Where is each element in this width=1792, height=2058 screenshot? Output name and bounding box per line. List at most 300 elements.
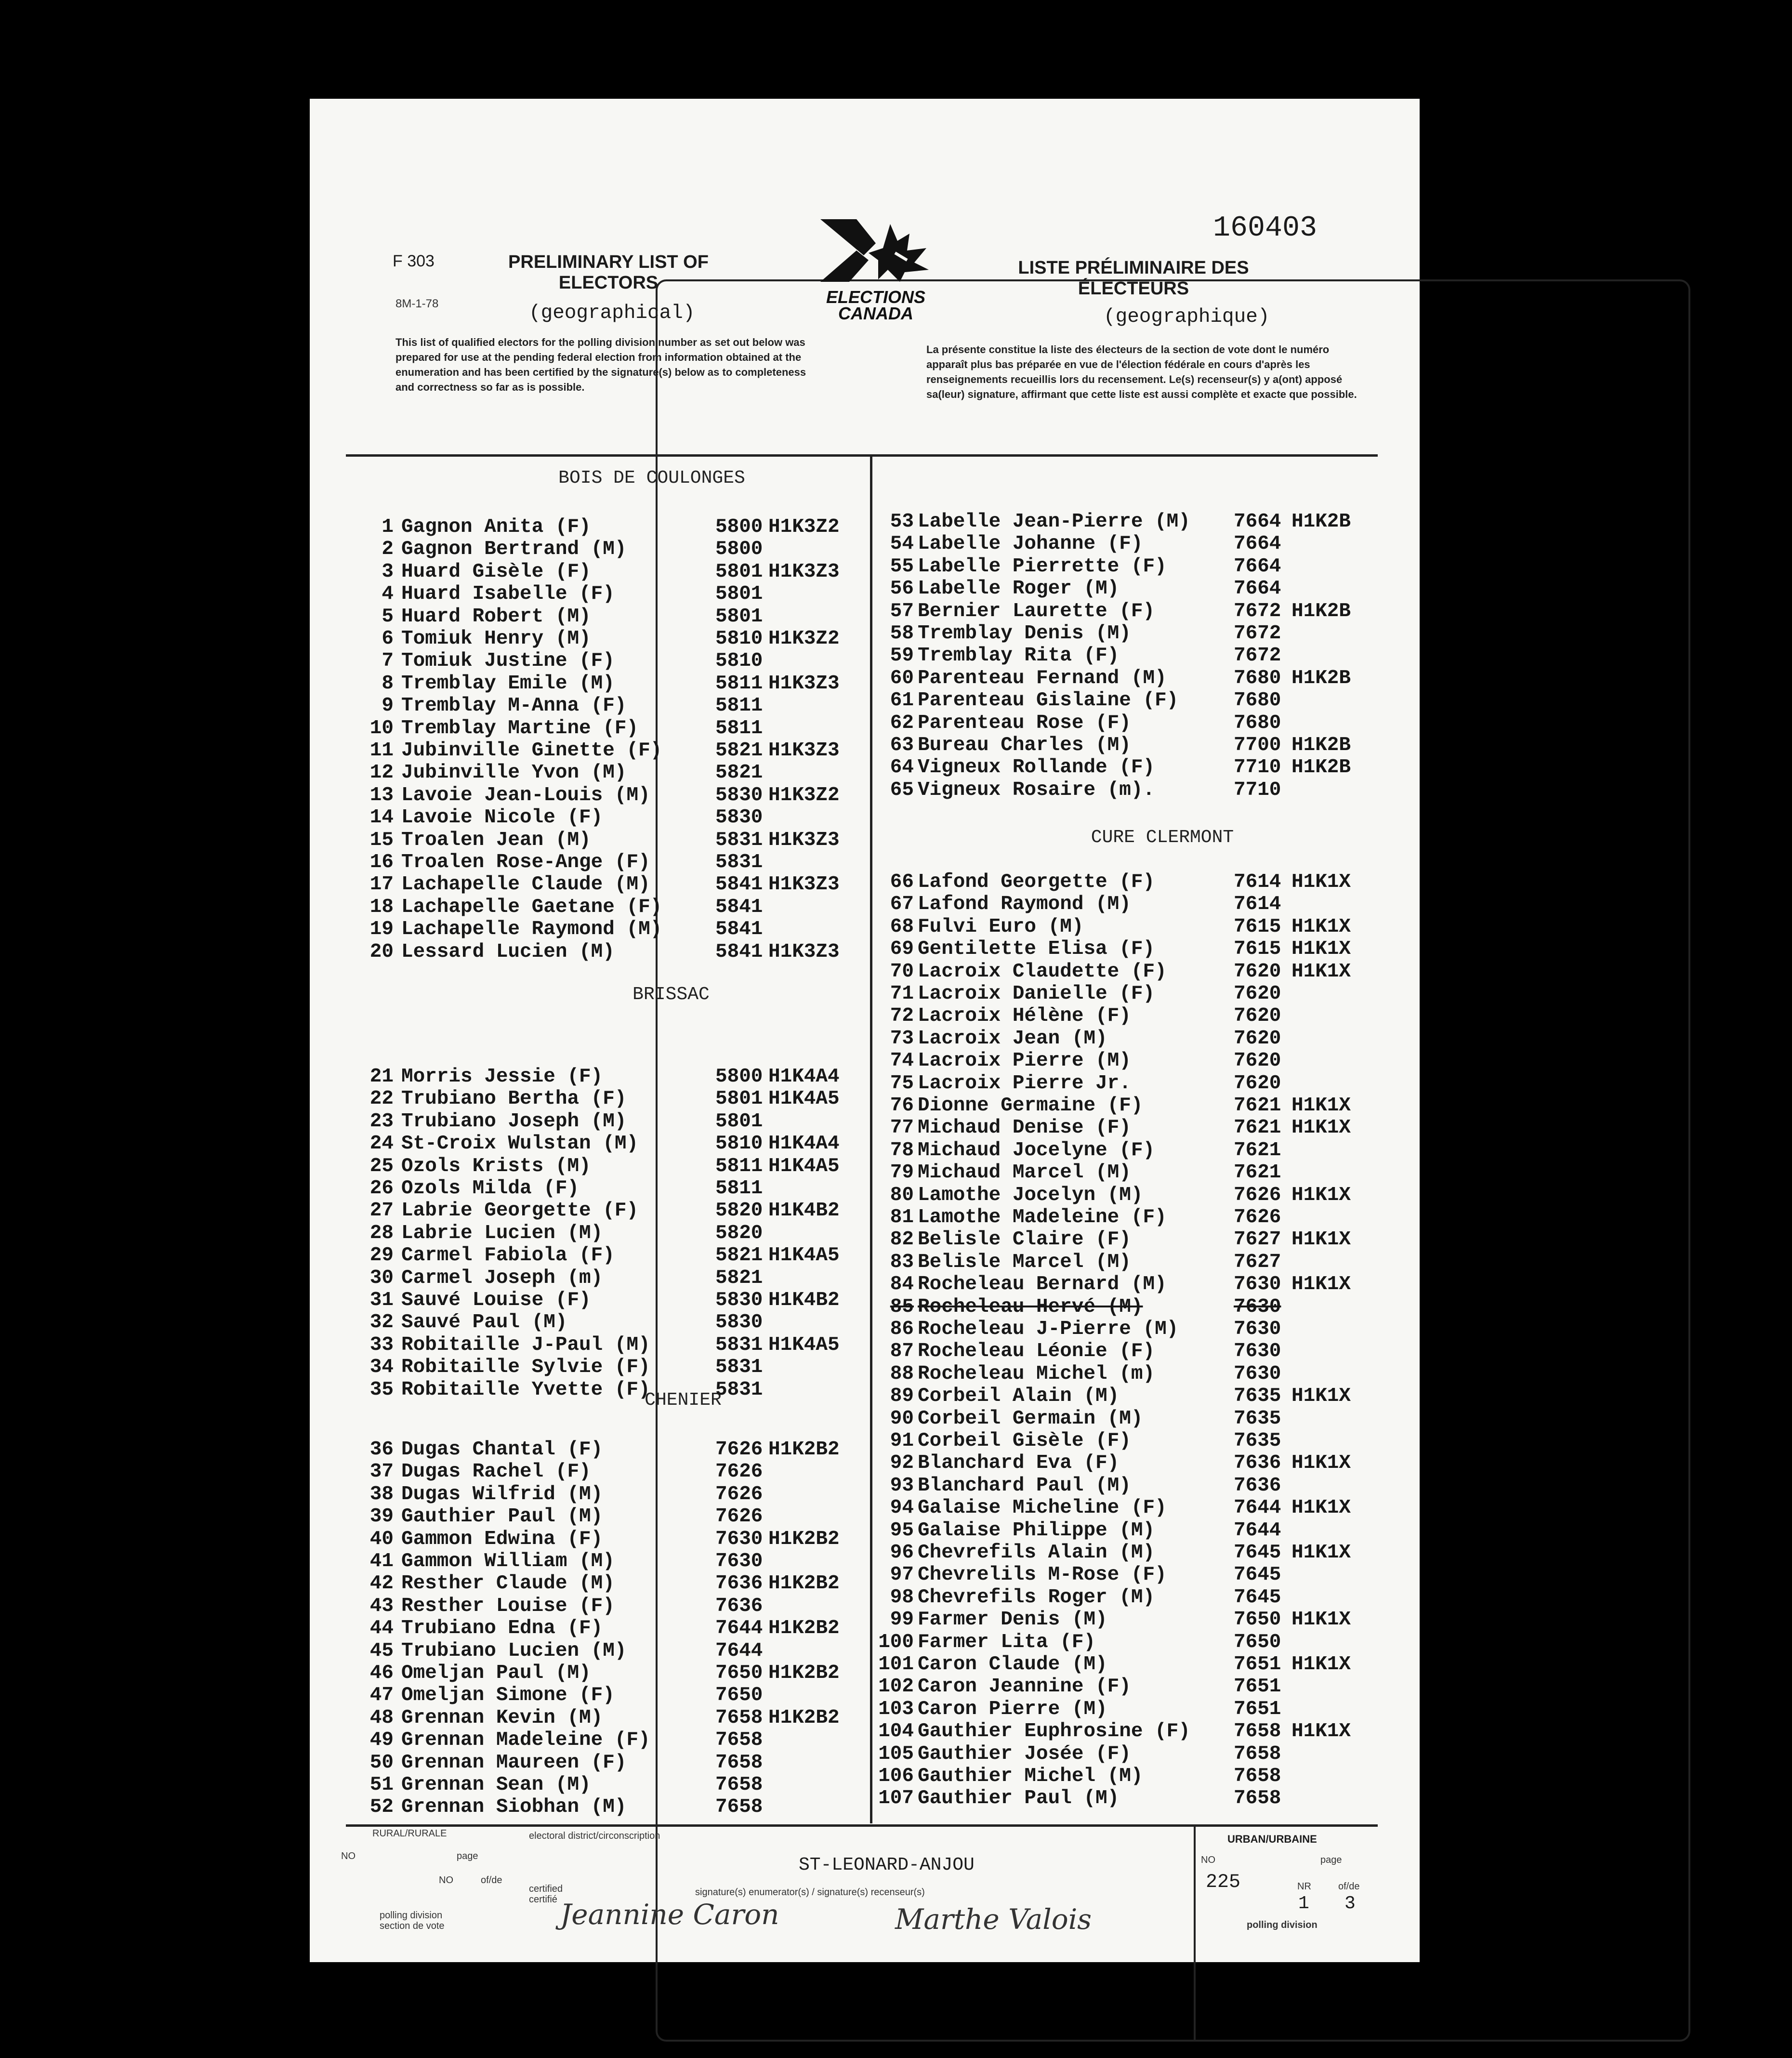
maple-leaf-x-icon: [811, 214, 941, 287]
elector-no: 46: [369, 1662, 394, 1684]
elector-name: Tremblay Martine (F): [401, 717, 639, 739]
elector-postal: H1K1X: [1291, 1385, 1351, 1408]
elector-no: 47: [369, 1684, 394, 1707]
elector-name: Lachapelle Gaetane (F): [401, 896, 662, 918]
elector-civic: 7651: [1234, 1698, 1281, 1720]
elector-name: Caron Claude (M): [918, 1653, 1107, 1675]
elector-no: 77: [890, 1117, 914, 1139]
elector-row: [878, 1251, 1331, 1273]
elector-civic: 5841: [715, 873, 763, 896]
elector-no: 36: [369, 1438, 394, 1461]
elector-name: Lafond Raymond (M): [918, 893, 1131, 916]
elector-row: [358, 1177, 811, 1200]
elector-civic: 7680: [1234, 689, 1281, 712]
elector-civic: 7645: [1234, 1542, 1281, 1564]
elector-row: [878, 893, 1331, 915]
elector-name: Gagnon Anita (F): [401, 516, 591, 538]
elector-no: 8: [382, 672, 394, 695]
elector-name: Labrie Georgette (F): [401, 1200, 639, 1222]
elector-row: [878, 1273, 1351, 1296]
elector-civic: 7658: [1234, 1787, 1281, 1810]
elector-civic: 7672: [1234, 645, 1281, 667]
elector-no: 82: [890, 1228, 914, 1251]
elector-postal: H1K1X: [1291, 938, 1351, 961]
elector-name: St-Croix Wulstan (M): [401, 1133, 639, 1155]
elector-civic: 7700: [1234, 734, 1281, 756]
elector-name: Corbeil Germain (M): [918, 1407, 1143, 1430]
elector-name: Ozols Milda (F): [401, 1177, 580, 1200]
elector-name: Gauthier Michel (M): [918, 1765, 1143, 1787]
elector-civic: 7620: [1234, 983, 1281, 1005]
rural-page-label: page: [457, 1851, 478, 1861]
elector-civic: 7621: [1234, 1117, 1281, 1139]
urban-label: URBAN/URBAINE: [1227, 1833, 1317, 1845]
elector-no: 19: [369, 918, 394, 941]
elector-civic: 7630: [715, 1550, 763, 1572]
elector-name: Resther Claude (M): [401, 1572, 615, 1595]
elector-row: [358, 672, 840, 695]
elector-name: Michaud Marcel (M): [918, 1161, 1131, 1184]
elector-name: Grennan Madeleine (F): [401, 1729, 650, 1752]
elector-civic: 7658: [715, 1751, 763, 1774]
elector-no: 63: [890, 734, 914, 756]
elector-row: [358, 784, 840, 806]
elector-civic: 7680: [1234, 667, 1281, 689]
rural-no-small: NO: [439, 1875, 453, 1886]
elector-civic: 5811: [715, 695, 763, 717]
elector-row: [358, 695, 811, 717]
elector-row: [878, 1497, 1351, 1519]
elector-name: Grennan Kevin (M): [401, 1706, 603, 1729]
elector-civic: 5820: [715, 1200, 763, 1222]
elector-no: 41: [369, 1550, 394, 1572]
elector-name: Lamothe Madeleine (F): [918, 1206, 1167, 1228]
elector-postal: H1K2B: [1291, 600, 1351, 622]
elector-row: [358, 1706, 840, 1729]
district-name: ST-LEONARD-ANJOU: [799, 1855, 975, 1875]
elector-name: Gauthier Paul (M): [401, 1505, 603, 1528]
subtitle-en: (geographical): [529, 302, 695, 324]
elector-name: Tomiuk Henry (M): [401, 628, 591, 650]
elector-row: [358, 1505, 811, 1528]
elector-row: [878, 1586, 1331, 1609]
elector-civic: 5831: [715, 829, 763, 851]
elector-postal: H1K1X: [1291, 960, 1351, 983]
elector-no: 54: [890, 533, 914, 555]
elector-name: Jubinville Yvon (M): [401, 762, 627, 784]
elector-civic: 7651: [1234, 1675, 1281, 1698]
section-chenier: CHENIER: [645, 1390, 722, 1411]
elector-row: [358, 1640, 811, 1662]
elector-civic: 5810: [715, 650, 763, 673]
elector-civic: 5831: [715, 1378, 763, 1401]
elector-no: 97: [890, 1564, 914, 1586]
header-divider: [346, 454, 1378, 457]
elector-civic: 5821: [715, 1244, 763, 1267]
elector-civic: 7650: [715, 1662, 763, 1684]
elector-no: 30: [369, 1266, 394, 1289]
elector-no: 53: [890, 511, 914, 533]
elector-name: Grennan Siobhan (M): [401, 1796, 627, 1819]
elector-postal: H1K1X: [1291, 1452, 1351, 1475]
elector-row: [878, 622, 1331, 645]
elector-name: Chevrefils Alain (M): [918, 1542, 1155, 1564]
elector-no: 61: [890, 689, 914, 712]
elector-row: [358, 1155, 840, 1177]
elector-civic: 7635: [1234, 1407, 1281, 1430]
elector-civic: 7658: [1234, 1742, 1281, 1765]
elector-name: Farmer Lita (F): [918, 1631, 1096, 1653]
elector-row: [878, 1675, 1331, 1698]
signature-label: signature(s) enumerator(s) / signature(s) recenseur(s): [695, 1887, 925, 1898]
elector-civic: 7621: [1234, 1095, 1281, 1117]
elector-name: Grennan Maureen (F): [401, 1751, 627, 1774]
elector-no: 10: [369, 717, 394, 739]
form-code: F 303: [393, 252, 435, 270]
elector-civic: 7658: [715, 1729, 763, 1752]
elector-no: 27: [369, 1200, 394, 1222]
elector-postal: H1K1X: [1291, 1720, 1351, 1743]
elector-civic: 7630: [1234, 1295, 1281, 1318]
elector-civic: 7650: [1234, 1609, 1281, 1631]
elector-row: [358, 873, 840, 896]
elector-civic: 7664: [1234, 533, 1281, 555]
elector-row: [358, 1595, 811, 1617]
elector-name: Lamothe Jocelyn (M): [918, 1184, 1143, 1206]
elector-no: 43: [369, 1595, 394, 1617]
elector-row: [358, 516, 840, 538]
elector-civic: 7615: [1234, 938, 1281, 961]
elector-name: Carmel Joseph (m): [401, 1266, 603, 1289]
elector-row: [358, 896, 811, 918]
elector-no: 11: [369, 739, 394, 762]
elector-name: Vigneux Rosaire (m).: [918, 778, 1155, 801]
elector-row: [358, 739, 840, 762]
elector-civic: 5831: [715, 1356, 763, 1379]
elector-no: 90: [890, 1407, 914, 1430]
elector-no: 9: [382, 695, 394, 717]
elector-name: Parenteau Rose (F): [918, 712, 1131, 734]
elector-no: 2: [382, 538, 394, 561]
elector-postal: H1K3Z2: [768, 516, 840, 538]
elector-row: [878, 1385, 1351, 1408]
elector-row: [358, 1550, 811, 1572]
elector-civic: 5801: [715, 1088, 763, 1110]
elector-row: [358, 1244, 840, 1267]
elector-row: [358, 717, 811, 739]
elector-name: Farmer Denis (M): [918, 1609, 1107, 1631]
elector-no: 92: [890, 1452, 914, 1475]
subtitle-fr: (geographique): [1104, 306, 1270, 328]
elector-row: [878, 1005, 1331, 1027]
elector-civic: 5830: [715, 806, 763, 829]
elector-row: [878, 983, 1331, 1005]
elector-no: 73: [890, 1027, 914, 1050]
elector-civic: 5841: [715, 940, 763, 963]
elector-row: [878, 734, 1351, 756]
elector-row: [878, 1318, 1331, 1340]
elector-name: Michaud Denise (F): [918, 1117, 1131, 1139]
serial-number: 160403: [1213, 212, 1318, 245]
elector-row: [878, 1519, 1331, 1542]
elector-civic: 7620: [1234, 1072, 1281, 1095]
elector-row: [358, 1729, 811, 1751]
title-en-line2: ELECTORS: [558, 273, 659, 293]
elector-name: Sauvé Louise (F): [401, 1289, 591, 1311]
elector-row: [878, 1072, 1331, 1095]
elector-name: Gentilette Elisa (F): [918, 938, 1155, 961]
elector-name: Troalen Jean (M): [401, 829, 591, 851]
elector-name: Labelle Johanne (F): [918, 533, 1143, 555]
elector-name: Huard Isabelle (F): [401, 583, 615, 606]
elector-postal: H1K3Z3: [768, 829, 840, 851]
elector-no: 76: [890, 1095, 914, 1117]
elector-civic: 7630: [715, 1528, 763, 1550]
elector-row: [878, 645, 1331, 667]
elector-name: Troalen Rose-Ange (F): [401, 851, 650, 873]
elector-name: Chevrefils Roger (M): [918, 1586, 1155, 1609]
elector-name: Trubiano Lucien (M): [401, 1639, 627, 1662]
elector-no: 56: [890, 578, 914, 600]
elector-row: [878, 1475, 1331, 1497]
elector-name: Galaise Micheline (F): [918, 1497, 1167, 1519]
elector-no: 105: [878, 1742, 914, 1765]
certified-label: certified certifié: [529, 1884, 563, 1905]
elector-row: [878, 1161, 1331, 1184]
elector-row: [358, 1088, 840, 1110]
elector-name: Fulvi Euro (M): [918, 915, 1084, 938]
elector-name: Caron Jeannine (F): [918, 1675, 1131, 1698]
elector-name: Omeljan Paul (M): [401, 1662, 591, 1684]
elector-civic: 7658: [715, 1706, 763, 1729]
elector-civic: 5810: [715, 628, 763, 650]
elector-row: [358, 1617, 840, 1640]
elector-no: 57: [890, 600, 914, 622]
elector-name: Blanchard Eva (F): [918, 1452, 1120, 1475]
elector-name: Blanchard Paul (M): [918, 1474, 1131, 1497]
elector-civic: 5811: [715, 1177, 763, 1200]
elector-no: 28: [369, 1222, 394, 1244]
title-en-line1: PRELIMINARY LIST OF: [508, 252, 709, 272]
elector-row: [878, 871, 1351, 893]
elector-name: Huard Robert (M): [401, 605, 591, 628]
elector-no: 62: [890, 712, 914, 734]
elector-row: [358, 560, 840, 583]
elector-no: 25: [369, 1155, 394, 1177]
elector-name: Rocheleau Léonie (F): [918, 1340, 1155, 1363]
elector-civic: 7620: [1234, 1027, 1281, 1050]
elector-name: Tomiuk Justine (F): [401, 650, 615, 673]
title-fr-line1: LISTE PRÉLIMINAIRE DES: [1018, 258, 1249, 278]
urban-page: 1: [1298, 1893, 1309, 1914]
elector-civic: 5801: [715, 560, 763, 583]
elector-civic: 7635: [1234, 1430, 1281, 1452]
elector-name: Omeljan Simone (F): [401, 1684, 615, 1707]
form-date: 8M-1-78: [395, 297, 439, 310]
elector-civic: 7658: [1234, 1720, 1281, 1743]
elector-no: 66: [890, 871, 914, 893]
elector-row: [358, 1684, 811, 1706]
elector-name: Labelle Pierrette (F): [918, 555, 1167, 578]
elector-civic: 7672: [1234, 600, 1281, 622]
elector-no: 24: [369, 1133, 394, 1155]
elector-no: 64: [890, 756, 914, 779]
elector-name: Tremblay Emile (M): [401, 672, 615, 695]
elector-civic: 7658: [1234, 1765, 1281, 1787]
footer-divider: [346, 1824, 1378, 1827]
elector-name: Sauvé Paul (M): [401, 1311, 567, 1334]
elector-no: 51: [369, 1774, 394, 1796]
elector-postal: H1K2B2: [768, 1438, 840, 1461]
title-en: [493, 252, 724, 293]
elector-no: 37: [369, 1461, 394, 1483]
elector-postal: H1K1X: [1291, 1228, 1351, 1251]
elector-civic: 7626: [715, 1438, 763, 1461]
elector-no: 106: [878, 1765, 914, 1787]
elector-no: 86: [890, 1318, 914, 1340]
elector-name: Labelle Roger (M): [918, 578, 1120, 600]
elector-postal: H1K2B2: [768, 1528, 840, 1550]
elector-row: [878, 756, 1351, 779]
elector-civic: 7644: [1234, 1519, 1281, 1542]
elector-no: 32: [369, 1311, 394, 1334]
elector-name: Parenteau Fernand (M): [918, 667, 1167, 689]
elector-name: Trubiano Bertha (F): [401, 1088, 627, 1110]
urban-page-label: page: [1320, 1855, 1342, 1865]
elector-name: Belisle Claire (F): [918, 1228, 1131, 1251]
elector-civic: 7627: [1234, 1228, 1281, 1251]
elector-postal: H1K1X: [1291, 1653, 1351, 1675]
elector-row: [358, 538, 811, 560]
elector-civic: 5800: [715, 1066, 763, 1088]
elector-civic: 5830: [715, 1311, 763, 1334]
elector-postal: H1K1X: [1291, 1609, 1351, 1631]
elector-name: Belisle Marcel (M): [918, 1251, 1131, 1273]
elector-row: [878, 1720, 1351, 1743]
elector-name: Lacroix Danielle (F): [918, 983, 1155, 1005]
elector-no: 103: [878, 1698, 914, 1720]
elector-no: 89: [890, 1385, 914, 1408]
elector-postal: H1K2B: [1291, 756, 1351, 779]
elector-row: [358, 851, 811, 873]
elector-no: 44: [369, 1617, 394, 1640]
elector-row: [878, 600, 1351, 622]
elector-civic: 7636: [1234, 1474, 1281, 1497]
elector-civic: 7614: [1234, 871, 1281, 893]
section-bois-de-coulonges: BOIS DE COULONGES: [558, 468, 745, 488]
elector-no: 33: [369, 1333, 394, 1356]
elector-civic: 7650: [1234, 1631, 1281, 1653]
elector-no: 99: [890, 1609, 914, 1631]
elector-civic: 7621: [1234, 1139, 1281, 1161]
elector-name: Ozols Krists (M): [401, 1155, 591, 1177]
elector-civic: 7664: [1234, 511, 1281, 533]
elector-no: 34: [369, 1356, 394, 1379]
elector-name: Grennan Sean (M): [401, 1774, 591, 1796]
elector-no: 81: [890, 1206, 914, 1228]
elector-row: [878, 1631, 1331, 1653]
elector-name: Lavoie Nicole (F): [401, 806, 603, 829]
elector-row: [878, 1228, 1351, 1251]
elector-civic: 7620: [1234, 1050, 1281, 1072]
elector-no: 16: [369, 851, 394, 873]
elector-no: 7: [382, 650, 394, 673]
elector-row: [878, 667, 1351, 689]
elector-no: 100: [878, 1631, 914, 1653]
elector-postal: H1K1X: [1291, 1542, 1351, 1564]
elector-name: Lavoie Jean-Louis (M): [401, 784, 650, 806]
elector-row: [358, 1379, 811, 1401]
elector-name: Gammon Edwina (F): [401, 1528, 603, 1550]
elector-civic: 5811: [715, 672, 763, 695]
elector-postal: H1K2B2: [768, 1617, 840, 1640]
elector-postal: H1K3Z2: [768, 784, 840, 806]
elector-row: [878, 1028, 1331, 1050]
elector-civic: 7630: [1234, 1318, 1281, 1340]
elector-row: [358, 1200, 840, 1222]
elector-civic: 7672: [1234, 622, 1281, 645]
elector-civic: 5811: [715, 717, 763, 739]
elector-no: 69: [890, 938, 914, 961]
elector-civic: 5821: [715, 1266, 763, 1289]
elector-civic: 7651: [1234, 1653, 1281, 1675]
elector-no: 78: [890, 1139, 914, 1161]
elector-civic: 7626: [715, 1483, 763, 1505]
elector-no: 98: [890, 1586, 914, 1609]
elector-no: 79: [890, 1161, 914, 1184]
elector-no: 84: [890, 1273, 914, 1296]
elector-row: [878, 960, 1351, 983]
elector-name: Lafond Georgette (F): [918, 871, 1155, 893]
elector-no: 49: [369, 1729, 394, 1752]
elector-name: Lacroix Pierre (M): [918, 1050, 1131, 1072]
section-cure-clermont: CURE CLERMONT: [1091, 827, 1234, 848]
elector-no: 87: [890, 1340, 914, 1363]
elector-name: Labrie Lucien (M): [401, 1222, 603, 1244]
elector-civic: 7621: [1234, 1161, 1281, 1184]
elector-postal: H1K1X: [1291, 1184, 1351, 1206]
elector-row: [878, 511, 1351, 533]
elector-name: Gammon William (M): [401, 1550, 615, 1572]
elector-civic: 7636: [715, 1572, 763, 1595]
elector-name: Chevrelils M-Rose (F): [918, 1564, 1167, 1586]
elector-name: Corbeil Alain (M): [918, 1385, 1120, 1408]
elector-name: Corbeil Gisèle (F): [918, 1430, 1131, 1452]
elector-postal: H1K3Z3: [768, 560, 840, 583]
elector-row: [878, 1787, 1331, 1809]
elector-row: [358, 1110, 811, 1133]
elector-no: 50: [369, 1751, 394, 1774]
elector-no: 35: [369, 1378, 394, 1401]
elector-row: [358, 628, 840, 650]
elector-name: Lacroix Hélène (F): [918, 1005, 1131, 1028]
elector-row: [878, 1452, 1351, 1475]
elector-row: [358, 918, 811, 940]
elector-no: 39: [369, 1505, 394, 1528]
elector-postal: H1K3Z3: [768, 739, 840, 762]
elector-row: [358, 1333, 840, 1356]
elector-name: Gauthier Paul (M): [918, 1787, 1120, 1810]
elector-name: Robitaille Sylvie (F): [401, 1356, 650, 1379]
elector-no: 1: [382, 516, 394, 538]
elector-name: Vigneux Rollande (F): [918, 756, 1155, 779]
elector-name: Gagnon Bertrand (M): [401, 538, 627, 561]
elector-row: [878, 1698, 1331, 1720]
elector-no: 102: [878, 1675, 914, 1698]
elector-no: 96: [890, 1542, 914, 1564]
elector-name: Rocheleau J-Pierre (M): [918, 1318, 1179, 1340]
elector-row: [358, 1267, 811, 1289]
